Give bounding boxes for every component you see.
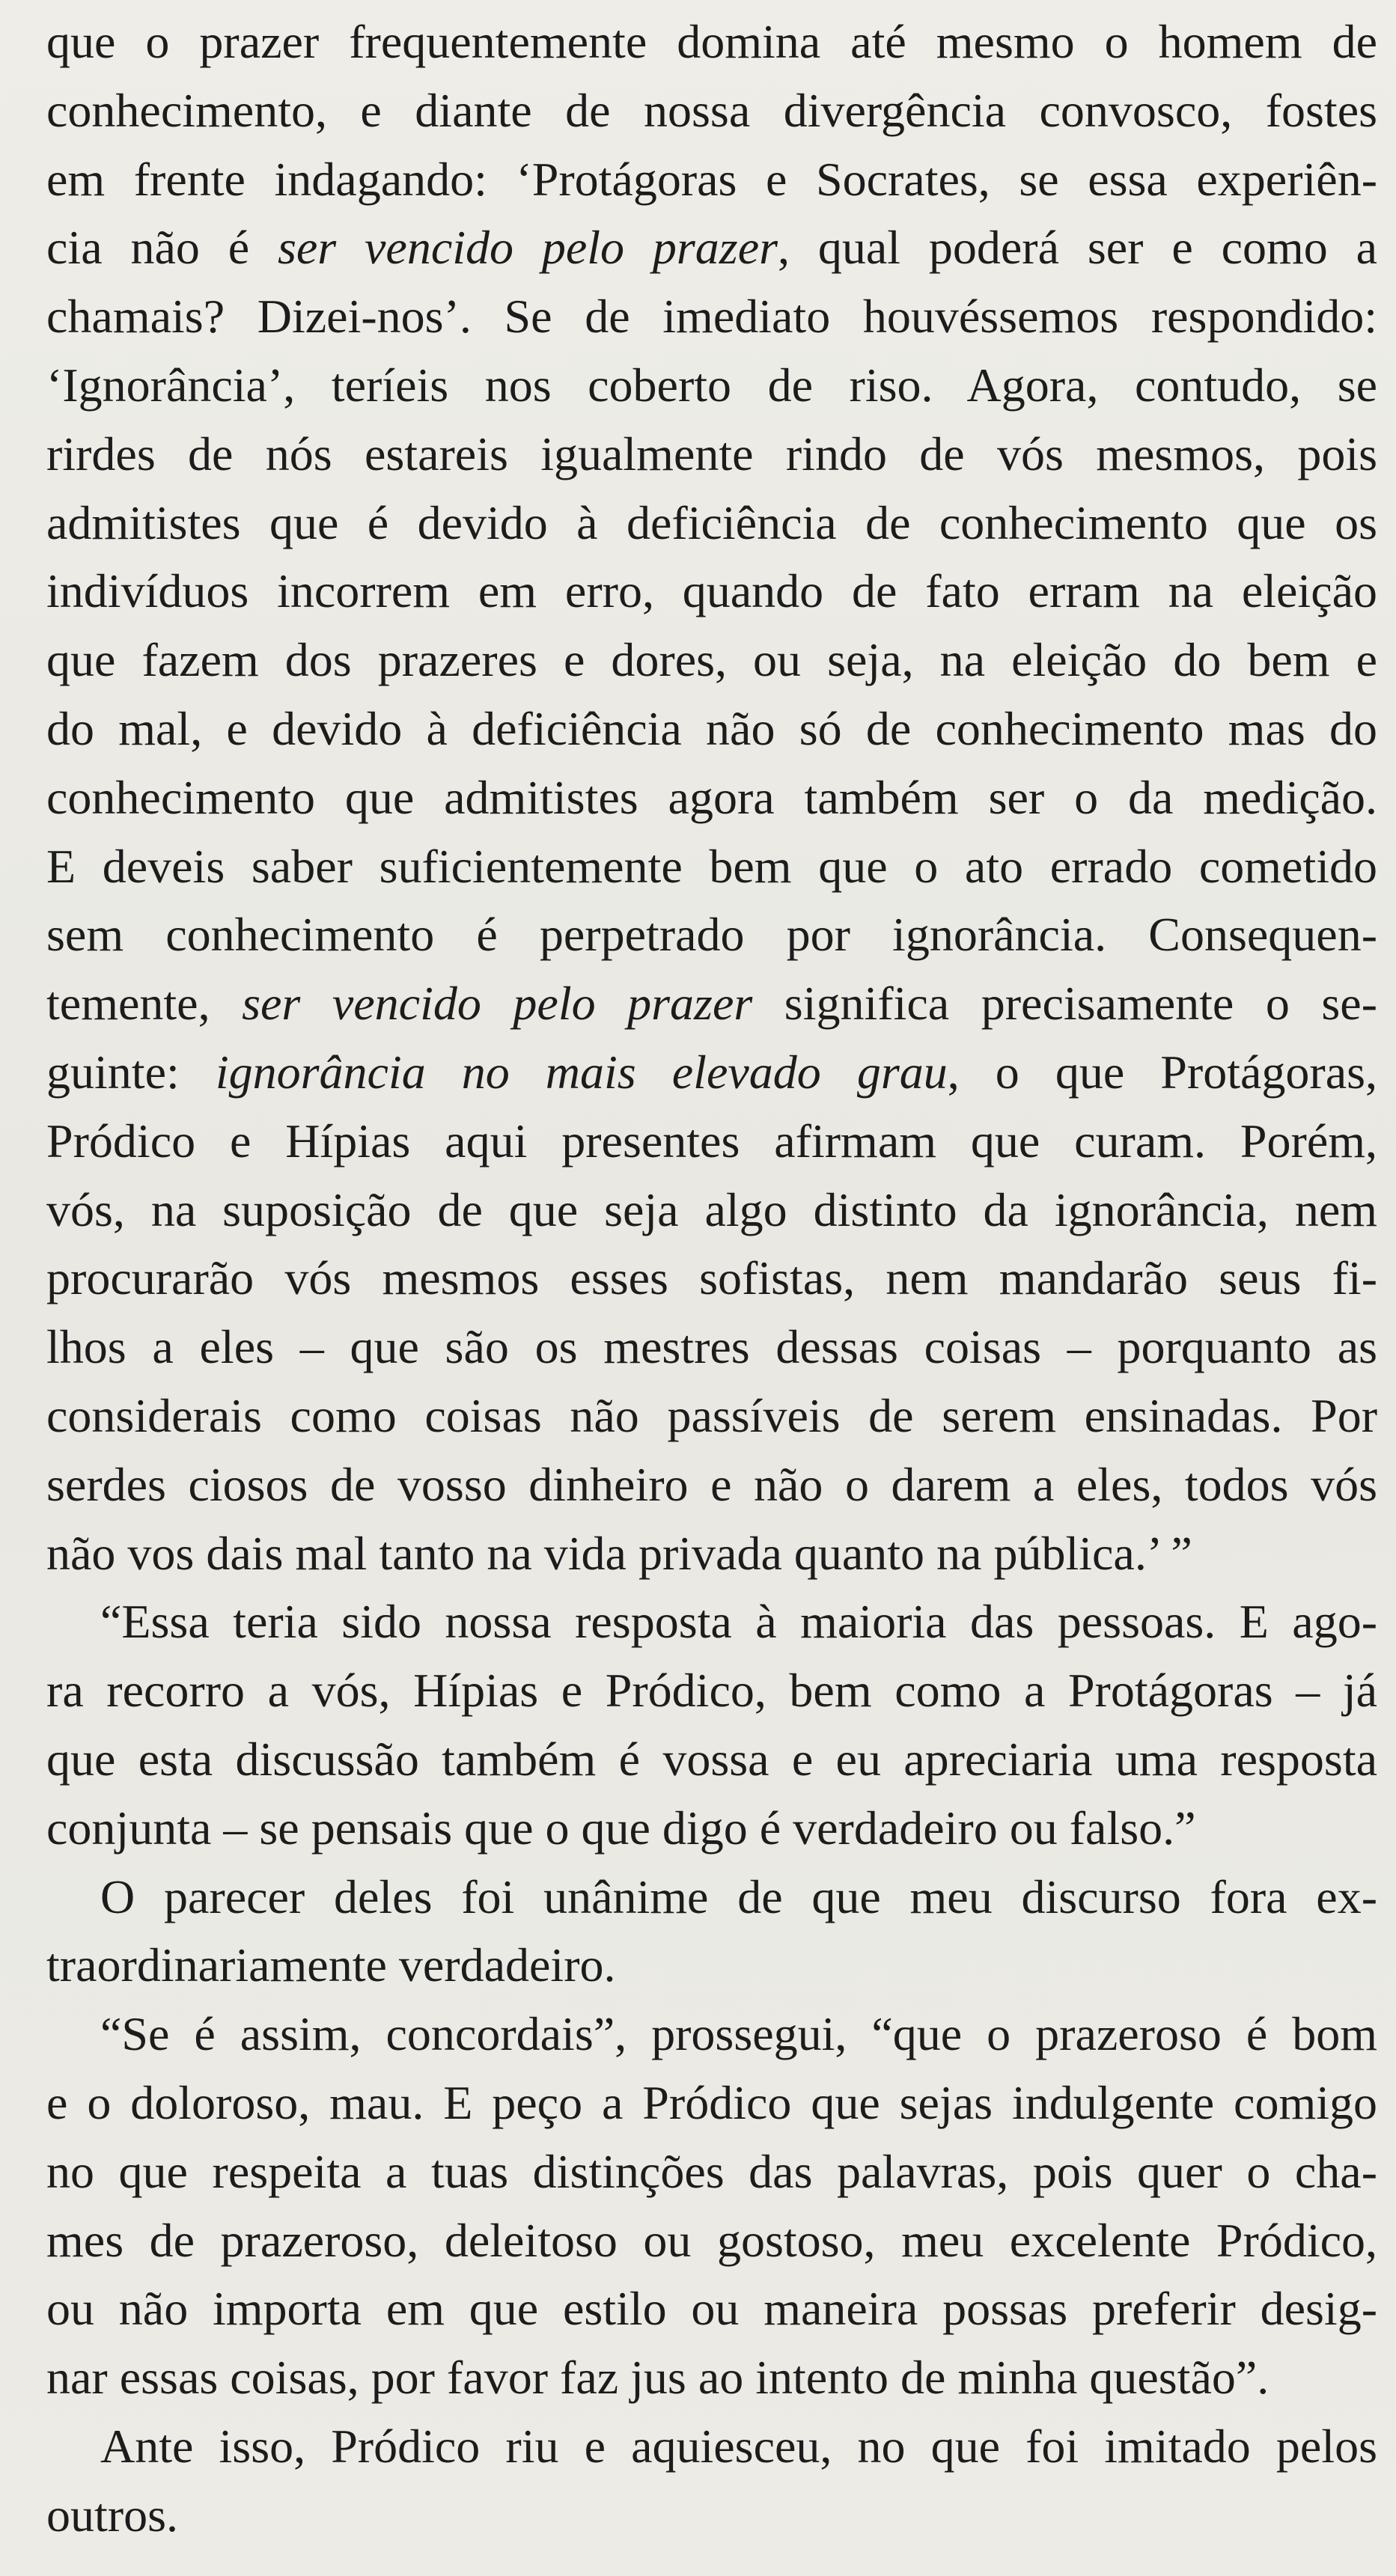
text-line [46,2069,1377,2137]
text-line [46,1107,1377,1176]
text-run: Ante isso, Pródico riu e aquiesceu, no que foi imitado pelos [100,2419,1377,2473]
text-run: serdes ciosos de vosso dinheiro e não o darem a eles, todos vós [46,1457,1377,1511]
text-line [46,2206,1377,2275]
text-line [46,7,1377,76]
text-run: sem conhecimento é perpetrado por ignorância. Consequen- [46,908,1377,962]
text-run: ‘Ignorância’, teríeis nos coberto de riso. Agora, contudo, se [46,358,1377,412]
text-run: Pródico e Hípias aqui presentes afirmam que curam. Porém, [46,1114,1377,1168]
paragraph [46,2412,1377,2550]
text-line [46,1519,1377,1588]
text-run: cia não é [46,221,278,275]
body-text [46,7,1377,2549]
text-line [46,832,1377,901]
text-run: do mal, e devido à deficiência não só de conhecimento mas do [46,701,1377,755]
text-run: admitistes que é devido à deficiência de conhecimento que os [46,495,1377,549]
text-line [46,1313,1377,1382]
text-run: significa precisamente o se- [752,977,1378,1031]
text-line [46,1863,1377,1932]
text-run: em frente indagando: ‘Protágoras e Socrates, se essa experiên- [46,152,1377,206]
text-run: ou não importa em que estilo ou maneira possas preferir desig- [46,2282,1377,2336]
text-run: não vos dais mal tanto na vida privada quanto na pública.’ ” [46,1526,1192,1580]
text-line [46,351,1377,420]
text-line [46,1038,1377,1107]
text-run: O parecer deles foi unânime de que meu discurso fora ex- [100,1870,1377,1923]
text-line [46,2412,1377,2481]
text-run: que o prazer frequentemente domina até mesmo o homem de [46,15,1377,68]
text-line [46,763,1377,832]
text-run: “Essa teria sido nossa resposta à maioria das pessoas. E ago- [100,1595,1377,1649]
text-line [46,1931,1377,2000]
text-line [46,145,1377,214]
text-line [46,969,1377,1038]
text-run: conhecimento, e diante de nossa divergência convosco, fostes [46,83,1377,137]
text-run: outros. [46,2488,178,2542]
text-line [46,1244,1377,1313]
text-run: E deveis saber suficientemente bem que o ato errado cometido [46,839,1377,893]
text-run: no que respeita a tuas distinções das palavras, pois quer o cha- [46,2144,1377,2198]
text-run: ra recorro a vós, Hípias e Pródico, bem como a Protágoras – já [46,1664,1377,1718]
text-run: que fazem dos prazeres e dores, ou seja, na eleição do bem e [46,633,1377,687]
text-run: conjunta – se pensais que o que digo é verdadeiro ou falso.” [46,1801,1196,1855]
text-run: chamais? Dizei-nos’. Se de imediato houvéssemos respondido: [46,290,1377,344]
text-run: guinte: [46,1045,216,1099]
text-line [46,76,1377,145]
text-line [46,2000,1377,2069]
italic-phrase: ignorância no mais elevado grau [215,1045,948,1099]
text-line [46,1656,1377,1725]
text-run: nar essas coisas, por favor faz jus ao intento de minha questão”. [46,2351,1269,2405]
text-line [46,2274,1377,2343]
text-line [46,1587,1377,1656]
text-line [46,1382,1377,1450]
text-run: e o doloroso, mau. E peço a Pródico que sejas indulgente comigo [46,2075,1377,2129]
text-run: procurarão vós mesmos esses sofistas, nem mandarão seus fi- [46,1251,1377,1305]
text-run: considerais como coisas não passíveis de serem ensinadas. Por [46,1388,1377,1442]
text-line [46,557,1377,626]
text-line [46,2481,1377,2550]
text-line [46,2343,1377,2412]
text-line [46,1725,1377,1794]
text-run: mes de prazeroso, deleitoso ou gostoso, meu excelente Pródico, [46,2213,1377,2267]
text-run: vós, na suposição de que seja algo distinto da ignorância, nem [46,1182,1377,1236]
text-run: , o que Protágoras, [947,1045,1378,1099]
text-line [46,489,1377,558]
text-run: rirdes de nós estareis igualmente rindo de vós mesmos, pois [46,427,1377,480]
text-line [46,626,1377,695]
text-line [46,282,1377,351]
text-run: indivíduos incorrem em erro, quando de fato erram na eleição [46,564,1377,618]
text-line [46,213,1377,282]
text-run: “Se é assim, concordais”, prossegui, “que o prazeroso é bom [100,2007,1377,2061]
text-line [46,2137,1377,2206]
text-line [46,1450,1377,1519]
text-run: que esta discussão também é vossa e eu apreciaria uma resposta [46,1732,1377,1786]
text-run: lhos a eles – que são os mestres dessas coisas – porquanto as [46,1320,1377,1374]
text-line [46,900,1377,969]
text-run: conhecimento que admitistes agora também ser o da medição. [46,770,1377,824]
text-line [46,1176,1377,1245]
text-line [46,695,1377,763]
paragraph [46,1863,1377,2000]
italic-phrase: ser vencido pelo prazer [242,977,753,1031]
text-run: temente, [46,977,243,1031]
text-run: traordinariamente verdadeiro. [46,1938,616,1992]
italic-phrase: ser vencido pelo prazer [277,221,778,275]
paragraph [46,1587,1377,1862]
paragraph [46,2000,1377,2412]
text-line [46,420,1377,489]
text-line [46,1794,1377,1863]
text-run: , qual poderá ser e como a [778,221,1377,275]
paragraph [46,7,1377,1587]
